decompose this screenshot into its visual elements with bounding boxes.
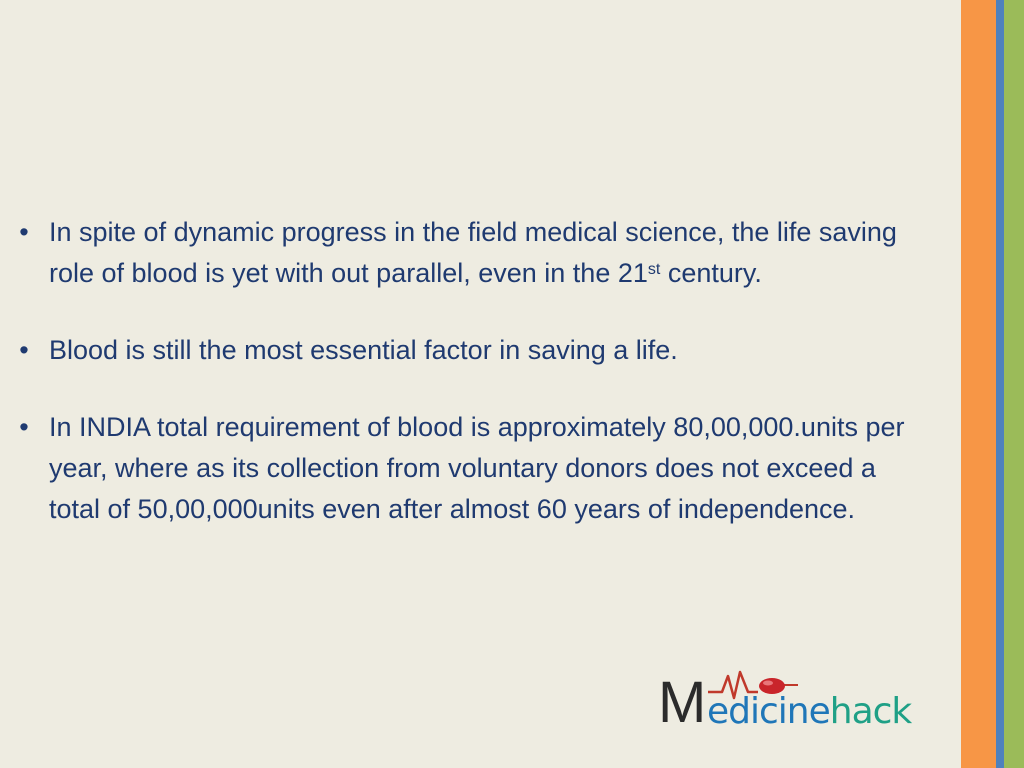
bullet-list (14, 212, 924, 530)
bullet-text: Blood is still the most essential factor in saving a life. (49, 335, 678, 365)
logo-wordmark (707, 692, 911, 732)
bullet-item (14, 330, 924, 371)
bullet-text: In INDIA total requirement of blood is approximately 80,00,000.units per year, where as its collection from voluntary donors does not exceed a total of 50,00,000units even after almost 60 years of independence. (49, 412, 905, 524)
superscript: st (647, 261, 661, 278)
bullet-item (14, 407, 924, 530)
medicinehack-logo (658, 668, 950, 734)
logo-letter-m: M (658, 670, 706, 735)
orange-stripe (961, 0, 996, 768)
bullet-icon: • (19, 217, 29, 247)
logo-word-hack: hack (829, 691, 912, 732)
bullet-text-continued: century. (660, 258, 762, 288)
bullet-icon: • (19, 412, 29, 442)
blue-stripe (996, 0, 1004, 768)
bullet-text: In spite of dynamic progress in the field medical science, the life saving role of blood is yet with out parallel, even in the 21 (49, 217, 897, 288)
green-stripe (1004, 0, 1024, 768)
logo-word-medicine: edicine (707, 691, 830, 732)
bullet-icon: • (19, 335, 29, 365)
bullet-item (14, 212, 924, 294)
